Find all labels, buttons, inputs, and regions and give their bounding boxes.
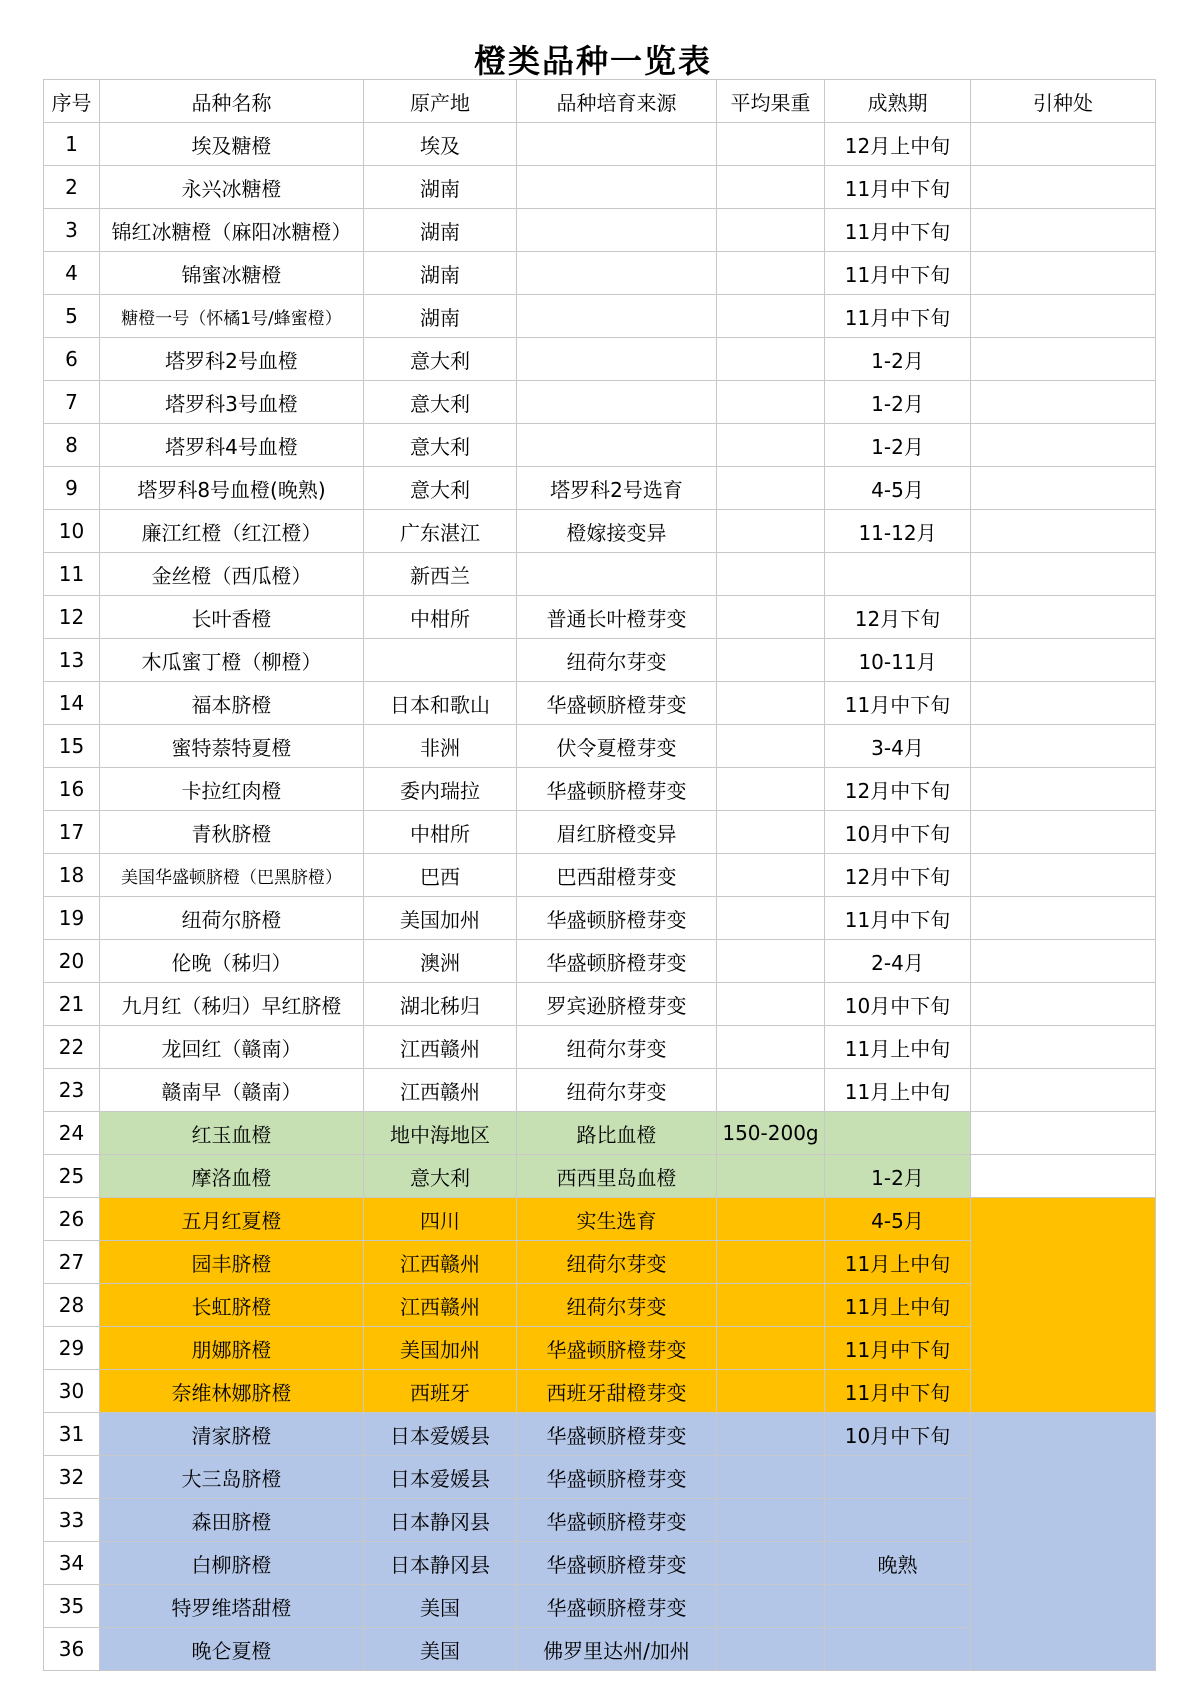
cell-intro (971, 510, 1156, 553)
cell-no: 4 (44, 252, 100, 295)
table-row (44, 854, 1156, 897)
cell-origin (364, 639, 517, 682)
cell-source: 西班牙甜橙芽变 (517, 1370, 717, 1413)
cell-no: 27 (44, 1241, 100, 1284)
cell-name: 奈维林娜脐橙 (100, 1370, 364, 1413)
cell-ripe: 11月中下旬 (825, 1370, 971, 1413)
cell-name: 糖橙一号（怀橘1号/蜂蜜橙） (100, 295, 364, 338)
cell-name: 美国华盛顿脐橙（巴黑脐橙） (100, 854, 364, 897)
cell-origin: 广东湛江 (364, 510, 517, 553)
cell-source: 华盛顿脐橙芽变 (517, 1413, 717, 1456)
cell-no: 22 (44, 1026, 100, 1069)
table-row (44, 811, 1156, 854)
cell-no: 8 (44, 424, 100, 467)
cell-ripe: 11月中下旬 (825, 252, 971, 295)
page-title: 橙类品种一览表 (473, 42, 712, 80)
header-origin: 原产地 (364, 80, 517, 123)
cell-weight (717, 1456, 825, 1499)
cell-name: 五月红夏橙 (100, 1198, 364, 1241)
cell-weight (717, 1370, 825, 1413)
cell-origin: 西班牙 (364, 1370, 517, 1413)
cell-origin: 湖北秭归 (364, 983, 517, 1026)
cell-name: 卡拉红肉橙 (100, 768, 364, 811)
cell-ripe: 12月下旬 (825, 596, 971, 639)
cell-name: 蜜特萘特夏橙 (100, 725, 364, 768)
cell-no: 2 (44, 166, 100, 209)
table-row (44, 1026, 1156, 1069)
table-row (44, 768, 1156, 811)
cell-no: 35 (44, 1585, 100, 1628)
cell-weight (717, 725, 825, 768)
cell-name: 廉江红橙（红江橙） (100, 510, 364, 553)
cell-weight (717, 1284, 825, 1327)
cell-intro (971, 1155, 1156, 1198)
cell-weight (717, 768, 825, 811)
cell-origin: 四川 (364, 1198, 517, 1241)
cell-origin: 意大利 (364, 1155, 517, 1198)
cell-name: 清家脐橙 (100, 1413, 364, 1456)
cell-name: 九月红（秭归）早红脐橙 (100, 983, 364, 1026)
cell-name: 伦晚（秭归） (100, 940, 364, 983)
cell-source: 罗宾逊脐橙芽变 (517, 983, 717, 1026)
header-weight: 平均果重 (717, 80, 825, 123)
cell-no: 28 (44, 1284, 100, 1327)
cell-source: 华盛顿脐橙芽变 (517, 940, 717, 983)
cell-source: 华盛顿脐橙芽变 (517, 897, 717, 940)
cell-weight (717, 1585, 825, 1628)
table-row (44, 1112, 1156, 1155)
cell-origin: 新西兰 (364, 553, 517, 596)
header-source: 品种培育来源 (517, 80, 717, 123)
cell-weight (717, 553, 825, 596)
cell-source (517, 166, 717, 209)
cell-ripe: 4-5月 (825, 1198, 971, 1241)
table-row (44, 553, 1156, 596)
cell-origin: 意大利 (364, 381, 517, 424)
cell-ripe: 12月上中旬 (825, 123, 971, 166)
cell-source: 纽荷尔芽变 (517, 1026, 717, 1069)
cell-source: 路比血橙 (517, 1112, 717, 1155)
cell-source: 纽荷尔芽变 (517, 1069, 717, 1112)
cell-origin: 日本爱媛县 (364, 1456, 517, 1499)
cell-source: 纽荷尔芽变 (517, 1284, 717, 1327)
cell-name: 埃及糖橙 (100, 123, 364, 166)
cell-weight (717, 897, 825, 940)
table-row (44, 596, 1156, 639)
cell-source: 华盛顿脐橙芽变 (517, 1456, 717, 1499)
cell-origin: 日本和歌山 (364, 682, 517, 725)
cell-weight (717, 1155, 825, 1198)
cell-source (517, 424, 717, 467)
cell-intro (971, 553, 1156, 596)
cell-ripe: 10-11月 (825, 639, 971, 682)
cell-no: 18 (44, 854, 100, 897)
cell-intro (971, 338, 1156, 381)
cell-weight (717, 424, 825, 467)
cell-source (517, 553, 717, 596)
cell-origin: 江西赣州 (364, 1241, 517, 1284)
cell-origin: 意大利 (364, 424, 517, 467)
cell-name: 福本脐橙 (100, 682, 364, 725)
cell-source: 纽荷尔芽变 (517, 639, 717, 682)
cell-origin: 日本静冈县 (364, 1542, 517, 1585)
cell-origin: 中柑所 (364, 596, 517, 639)
cell-ripe: 晚熟 (825, 1542, 971, 1585)
cell-source: 伏令夏橙芽变 (517, 725, 717, 768)
cell-weight (717, 338, 825, 381)
orange-variety-table (43, 79, 1156, 1671)
cell-origin: 湖南 (364, 252, 517, 295)
table-row (44, 424, 1156, 467)
cell-weight (717, 811, 825, 854)
cell-ripe: 12月中下旬 (825, 854, 971, 897)
cell-no: 20 (44, 940, 100, 983)
header-name: 品种名称 (100, 80, 364, 123)
cell-ripe: 3-4月 (825, 725, 971, 768)
header-intro: 引种处 (971, 80, 1156, 123)
cell-no: 34 (44, 1542, 100, 1585)
cell-intro (971, 725, 1156, 768)
cell-name: 塔罗科4号血橙 (100, 424, 364, 467)
cell-ripe: 11月中下旬 (825, 166, 971, 209)
cell-name: 森田脐橙 (100, 1499, 364, 1542)
cell-intro (971, 682, 1156, 725)
cell-source (517, 252, 717, 295)
cell-source: 华盛顿脐橙芽变 (517, 1585, 717, 1628)
cell-source (517, 338, 717, 381)
cell-name: 朋娜脐橙 (100, 1327, 364, 1370)
cell-no: 3 (44, 209, 100, 252)
table-row (44, 725, 1156, 768)
cell-ripe: 10月中下旬 (825, 1413, 971, 1456)
cell-origin: 湖南 (364, 166, 517, 209)
cell-no: 12 (44, 596, 100, 639)
cell-ripe: 11月上中旬 (825, 1241, 971, 1284)
cell-source: 华盛顿脐橙芽变 (517, 768, 717, 811)
cell-weight (717, 940, 825, 983)
table-row (44, 123, 1156, 166)
table-row (44, 897, 1156, 940)
cell-source: 巴西甜橙芽变 (517, 854, 717, 897)
table-row (44, 1413, 1156, 1456)
cell-origin: 江西赣州 (364, 1069, 517, 1112)
cell-no: 7 (44, 381, 100, 424)
cell-name: 木瓜蜜丁橙（柳橙） (100, 639, 364, 682)
cell-no: 24 (44, 1112, 100, 1155)
cell-weight (717, 1327, 825, 1370)
cell-ripe: 11月中下旬 (825, 295, 971, 338)
cell-ripe: 2-4月 (825, 940, 971, 983)
table-body (44, 123, 1156, 1671)
cell-intro (971, 1198, 1156, 1413)
cell-name: 赣南早（赣南） (100, 1069, 364, 1112)
cell-weight (717, 510, 825, 553)
cell-no: 26 (44, 1198, 100, 1241)
cell-weight (717, 295, 825, 338)
cell-origin: 日本静冈县 (364, 1499, 517, 1542)
cell-weight (717, 1198, 825, 1241)
cell-name: 园丰脐橙 (100, 1241, 364, 1284)
cell-name: 长叶香橙 (100, 596, 364, 639)
cell-source: 佛罗里达州/加州 (517, 1628, 717, 1671)
cell-source: 普通长叶橙芽变 (517, 596, 717, 639)
cell-name: 摩洛血橙 (100, 1155, 364, 1198)
cell-name: 龙回红（赣南） (100, 1026, 364, 1069)
cell-no: 10 (44, 510, 100, 553)
table-row (44, 381, 1156, 424)
header-row (44, 80, 1156, 123)
cell-intro (971, 983, 1156, 1026)
cell-no: 23 (44, 1069, 100, 1112)
cell-no: 19 (44, 897, 100, 940)
cell-name: 长虹脐橙 (100, 1284, 364, 1327)
cell-weight (717, 1628, 825, 1671)
cell-name: 金丝橙（西瓜橙） (100, 553, 364, 596)
cell-name: 大三岛脐橙 (100, 1456, 364, 1499)
cell-source: 实生选育 (517, 1198, 717, 1241)
table-row (44, 467, 1156, 510)
cell-origin: 巴西 (364, 854, 517, 897)
cell-source: 华盛顿脐橙芽变 (517, 1542, 717, 1585)
table-row (44, 252, 1156, 295)
cell-ripe: 11月中下旬 (825, 1327, 971, 1370)
cell-name: 纽荷尔脐橙 (100, 897, 364, 940)
cell-ripe: 1-2月 (825, 1155, 971, 1198)
cell-origin: 地中海地区 (364, 1112, 517, 1155)
cell-weight (717, 1413, 825, 1456)
cell-weight (717, 166, 825, 209)
cell-intro (971, 467, 1156, 510)
cell-intro (971, 897, 1156, 940)
cell-ripe: 11月上中旬 (825, 1069, 971, 1112)
header-ripe: 成熟期 (825, 80, 971, 123)
cell-intro (971, 639, 1156, 682)
table-row (44, 510, 1156, 553)
cell-weight (717, 983, 825, 1026)
cell-name: 塔罗科3号血橙 (100, 381, 364, 424)
cell-no: 33 (44, 1499, 100, 1542)
cell-ripe (825, 553, 971, 596)
cell-ripe: 11月中下旬 (825, 897, 971, 940)
cell-intro (971, 596, 1156, 639)
cell-origin: 中柑所 (364, 811, 517, 854)
cell-ripe: 11月中下旬 (825, 209, 971, 252)
cell-ripe: 10月中下旬 (825, 983, 971, 1026)
cell-weight (717, 123, 825, 166)
cell-no: 9 (44, 467, 100, 510)
cell-intro (971, 768, 1156, 811)
cell-ripe: 11月上中旬 (825, 1026, 971, 1069)
cell-ripe: 12月中下旬 (825, 768, 971, 811)
cell-source (517, 209, 717, 252)
cell-weight (717, 1542, 825, 1585)
cell-no: 16 (44, 768, 100, 811)
table-row (44, 338, 1156, 381)
cell-ripe (825, 1628, 971, 1671)
cell-name: 塔罗科2号血橙 (100, 338, 364, 381)
cell-ripe (825, 1456, 971, 1499)
table-row (44, 983, 1156, 1026)
table-row (44, 940, 1156, 983)
cell-name: 永兴冰糖橙 (100, 166, 364, 209)
cell-weight (717, 252, 825, 295)
cell-no: 36 (44, 1628, 100, 1671)
header-no: 序号 (44, 80, 100, 123)
cell-no: 17 (44, 811, 100, 854)
cell-weight (717, 1069, 825, 1112)
cell-weight (717, 1241, 825, 1284)
cell-ripe: 1-2月 (825, 381, 971, 424)
cell-no: 11 (44, 553, 100, 596)
cell-no: 14 (44, 682, 100, 725)
cell-source: 纽荷尔芽变 (517, 1241, 717, 1284)
cell-weight (717, 467, 825, 510)
cell-weight (717, 1499, 825, 1542)
cell-weight (717, 209, 825, 252)
cell-no: 1 (44, 123, 100, 166)
cell-intro (971, 1413, 1156, 1671)
cell-no: 25 (44, 1155, 100, 1198)
cell-intro (971, 424, 1156, 467)
cell-source (517, 381, 717, 424)
cell-no: 32 (44, 1456, 100, 1499)
cell-origin: 非洲 (364, 725, 517, 768)
cell-origin: 埃及 (364, 123, 517, 166)
cell-name: 塔罗科8号血橙(晚熟) (100, 467, 364, 510)
cell-intro (971, 811, 1156, 854)
cell-origin: 美国 (364, 1585, 517, 1628)
cell-weight (717, 381, 825, 424)
cell-ripe: 11月上中旬 (825, 1284, 971, 1327)
table-row (44, 166, 1156, 209)
table-row (44, 1069, 1156, 1112)
cell-weight (717, 682, 825, 725)
cell-no: 31 (44, 1413, 100, 1456)
cell-weight (717, 854, 825, 897)
cell-ripe: 4-5月 (825, 467, 971, 510)
cell-intro (971, 252, 1156, 295)
cell-no: 5 (44, 295, 100, 338)
cell-weight: 150-200g (717, 1112, 825, 1155)
cell-name: 锦红冰糖橙（麻阳冰糖橙） (100, 209, 364, 252)
cell-origin: 委内瑞拉 (364, 768, 517, 811)
table-row (44, 639, 1156, 682)
cell-intro (971, 1069, 1156, 1112)
cell-name: 红玉血橙 (100, 1112, 364, 1155)
cell-origin: 澳洲 (364, 940, 517, 983)
cell-source: 华盛顿脐橙芽变 (517, 1327, 717, 1370)
table-row (44, 209, 1156, 252)
cell-no: 6 (44, 338, 100, 381)
cell-intro (971, 940, 1156, 983)
cell-weight (717, 639, 825, 682)
cell-ripe: 1-2月 (825, 338, 971, 381)
cell-ripe: 11月中下旬 (825, 682, 971, 725)
cell-no: 13 (44, 639, 100, 682)
cell-ripe (825, 1585, 971, 1628)
table-row (44, 295, 1156, 338)
cell-source: 华盛顿脐橙芽变 (517, 1499, 717, 1542)
cell-name: 特罗维塔甜橙 (100, 1585, 364, 1628)
cell-intro (971, 1026, 1156, 1069)
cell-origin: 湖南 (364, 295, 517, 338)
cell-ripe: 11-12月 (825, 510, 971, 553)
cell-no: 15 (44, 725, 100, 768)
cell-origin: 美国加州 (364, 1327, 517, 1370)
cell-name: 锦蜜冰糖橙 (100, 252, 364, 295)
cell-origin: 美国 (364, 1628, 517, 1671)
cell-origin: 江西赣州 (364, 1284, 517, 1327)
cell-source: 塔罗科2号选育 (517, 467, 717, 510)
cell-source (517, 295, 717, 338)
cell-source: 华盛顿脐橙芽变 (517, 682, 717, 725)
cell-intro (971, 123, 1156, 166)
cell-name: 青秋脐橙 (100, 811, 364, 854)
cell-intro (971, 209, 1156, 252)
cell-intro (971, 295, 1156, 338)
cell-weight (717, 596, 825, 639)
cell-no: 29 (44, 1327, 100, 1370)
cell-weight (717, 1026, 825, 1069)
cell-ripe: 10月中下旬 (825, 811, 971, 854)
cell-intro (971, 166, 1156, 209)
table-row (44, 1155, 1156, 1198)
cell-name: 晚仑夏橙 (100, 1628, 364, 1671)
table-row (44, 1198, 1156, 1241)
cell-origin: 日本爱媛县 (364, 1413, 517, 1456)
cell-source (517, 123, 717, 166)
cell-intro (971, 854, 1156, 897)
cell-origin: 湖南 (364, 209, 517, 252)
cell-ripe (825, 1499, 971, 1542)
cell-no: 21 (44, 983, 100, 1026)
cell-origin: 江西赣州 (364, 1026, 517, 1069)
cell-source: 西西里岛血橙 (517, 1155, 717, 1198)
cell-origin: 美国加州 (364, 897, 517, 940)
cell-ripe (825, 1112, 971, 1155)
cell-no: 30 (44, 1370, 100, 1413)
cell-origin: 意大利 (364, 467, 517, 510)
cell-intro (971, 1112, 1156, 1155)
cell-source: 眉红脐橙变异 (517, 811, 717, 854)
cell-source: 橙嫁接变异 (517, 510, 717, 553)
cell-ripe: 1-2月 (825, 424, 971, 467)
table-row (44, 682, 1156, 725)
cell-origin: 意大利 (364, 338, 517, 381)
cell-name: 白柳脐橙 (100, 1542, 364, 1585)
cell-intro (971, 381, 1156, 424)
